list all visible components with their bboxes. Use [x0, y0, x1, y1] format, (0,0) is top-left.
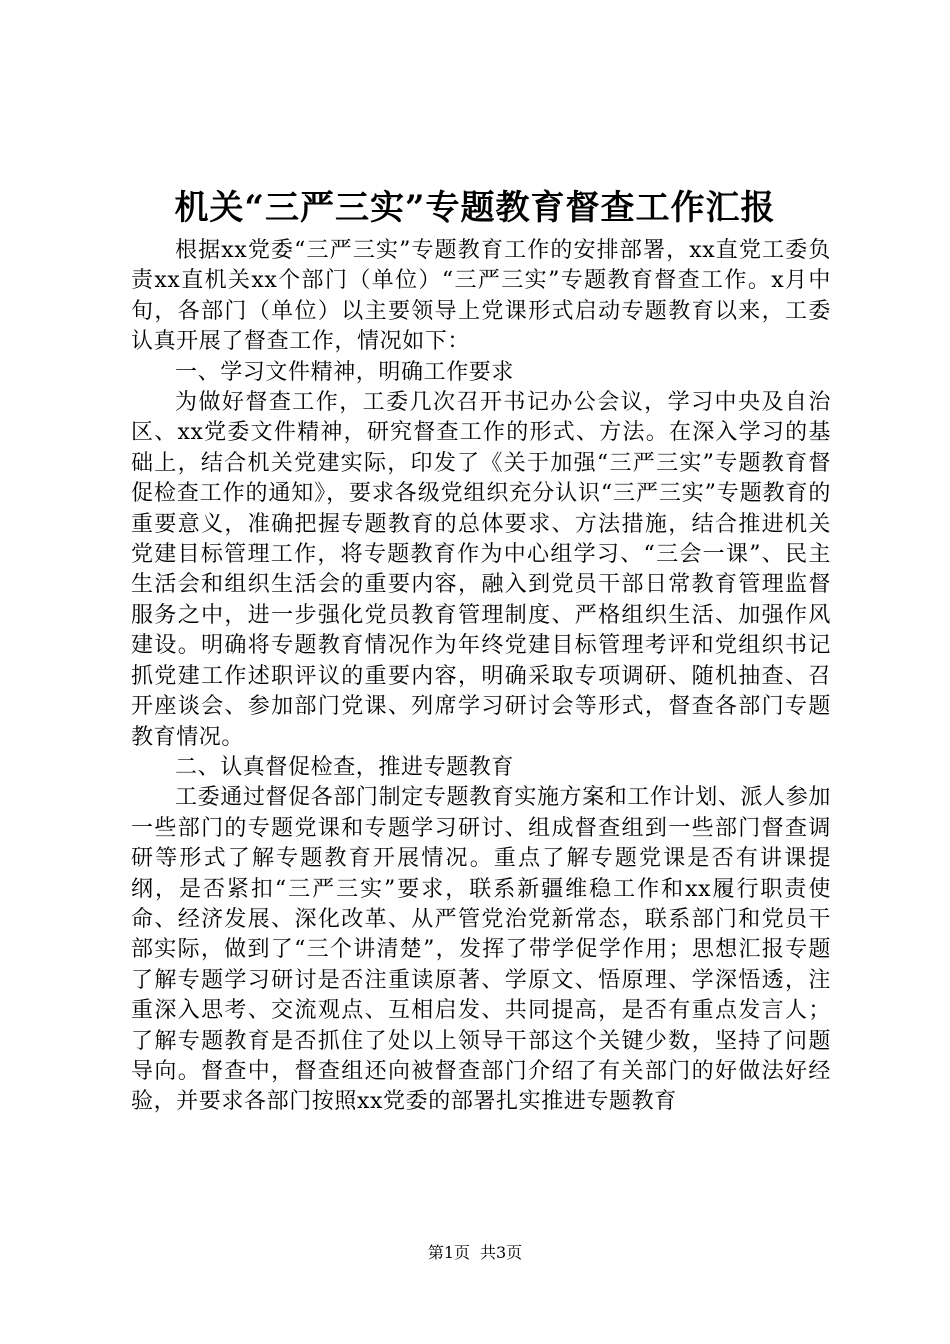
page-footer: [0, 1242, 950, 1264]
section-heading-1: 一、学习文件精神，明确工作要求: [175, 359, 515, 385]
body-paragraph-section-2: 工委通过督促各部门制定专题教育实施方案和工作计划、派人参加一些部门的专题党课和专题学习研讨、组成督查组到一些部门督查调研等形式了解专题教育开展情况。重点了解专题党课是否有讲课提纲，是否紧扣“三严三实”要求，联系新疆维稳工作和xx履行职责使命、经济发展、深化改革、从严管党治党新常态，联系部门和党员干部实际，做到了“三个讲清楚”，发挥了带学促学作用；思想汇报专题了解专题学习研讨是否注重读原著、学原文、悟原理、学深悟透，注重深入思考、交流观点、互相启发、共同提高，是否有重点发言人；了解专题教育是否抓住了处以上领导干部这个关键少数，坚持了问题导向。督查中，督查组还向被督查部门介绍了有关部门的好做法好经验，并要求各部门按照xx党委的部署扎实推进专题教育: [131, 785, 831, 1115]
body-paragraph-intro: 根据xx党委“三严三实”专题教育工作的安排部署，xx直党工委负责xx直机关xx个部门（单位）“三严三实”专题教育督查工作。x月中旬，各部门（单位）以主要领导上党课形式启动专题教育以来，工委认真开展了督查工作，情况如下：: [131, 238, 831, 355]
page-total: 共3页: [480, 1243, 523, 1262]
document-body: [131, 236, 831, 1118]
document-title: 机关“三严三实”专题教育督查工作汇报: [174, 188, 776, 228]
section-heading-2: 二、认真督促检查，推进专题教育: [175, 754, 515, 780]
body-paragraph-section-1: 为做好督查工作，工委几次召开书记办公会议，学习中央及自治区、xx党委文件精神，研究督查工作的形式、方法。在深入学习的基础上，结合机关党建实际，印发了《关于加强“三严三实”专题教育督促检查工作的通知》，要求各级党组织充分认识“三严三实”专题教育的重要意义，准确把握专题教育的总体要求、方法措施，结合推进机关党建目标管理工作，将专题教育作为中心组学习、“三会一课”、民主生活会和组织生活会的重要内容，融入到党员干部日常教育管理监督服务之中，进一步强化党员教育管理制度、严格组织生活、加强作风建设。明确将专题教育情况作为年终党建目标管理考评和党组织书记抓党建工作述职评议的重要内容，明确采取专项调研、随机抽查、召开座谈会、参加部门党课、列席学习研讨会等形式，督查各部门专题教育情况。: [131, 390, 831, 750]
page-number: 第1页: [427, 1243, 470, 1262]
